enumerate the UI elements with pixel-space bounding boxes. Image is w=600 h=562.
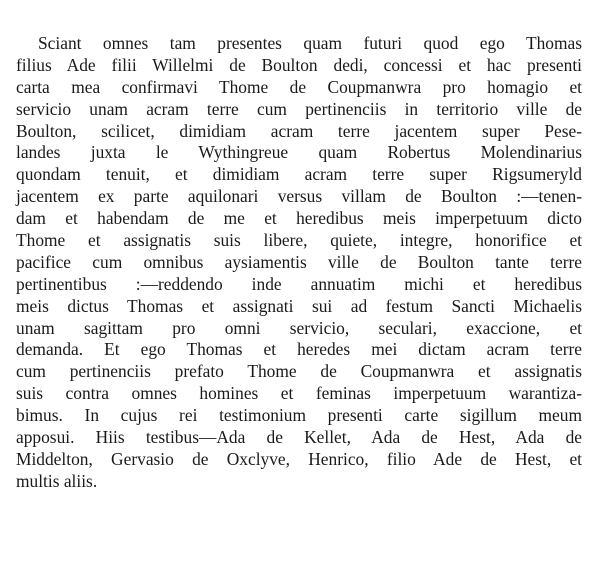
text-line: carta mea confirmavi Thome de Coupmanwra pro homagio et — [16, 76, 582, 97]
text-line: pacifice cum omnibus aysiamentis ville de Boulton tante terre — [16, 251, 582, 272]
text-line: apposui. Hiis testibus—Ada de Kellet, Ada de Hest, Ada de — [16, 427, 582, 448]
text-line: pertinentibus :—reddendo inde annuatim michi et heredibus — [16, 273, 582, 294]
text-line-last: multis aliis. — [16, 470, 98, 491]
text-line: Middelton, Gervasio de Oxclyve, Henrico, filio Ade de Hest, et — [16, 448, 582, 469]
text-line: dam et habendam de me et heredibus meis imperpetuum dicto — [16, 208, 582, 229]
text-line: Sciant omnes tam presentes quam futuri quod ego Thomas — [38, 33, 582, 53]
text-line: demanda. Et ego Thomas et heredes mei dictam acram terre — [16, 339, 582, 360]
text-line: quondam tenuit, et dimidiam acram terre super Rigsumeryld — [16, 164, 582, 185]
text-line: cum pertinenciis prefato Thome de Coupmanwra et assignatis — [16, 361, 582, 382]
charter-paragraph — [16, 33, 582, 493]
text-line: Thome et assignatis suis libere, quiete, integre, honorifice et — [16, 230, 582, 251]
text-line: Boulton, scilicet, dimidiam acram terre jacentem super Pese- — [16, 120, 582, 141]
text-line: meis dictus Thomas et assignati sui ad festum Sancti Michaelis — [16, 295, 582, 316]
text-line: jacentem ex parte aquilonari versus villam de Boulton :—tenen- — [16, 186, 582, 207]
text-line: bimus. In cujus rei testimonium presenti carte sigillum meum — [16, 405, 582, 426]
text-line: servicio unam acram terre cum pertinenciis in territorio ville de — [16, 98, 582, 119]
text-line: filius Ade filii Willelmi de Boulton dedi, concessi et hac presenti — [16, 54, 582, 75]
text-line: unam sagittam pro omni servicio, seculari, exaccione, et — [16, 317, 582, 338]
text-line: landes juxta le Wythingreue quam Robertus Molendinarius — [16, 142, 582, 163]
text-line: suis contra omnes homines et feminas imperpetuum warantiza- — [16, 383, 582, 404]
